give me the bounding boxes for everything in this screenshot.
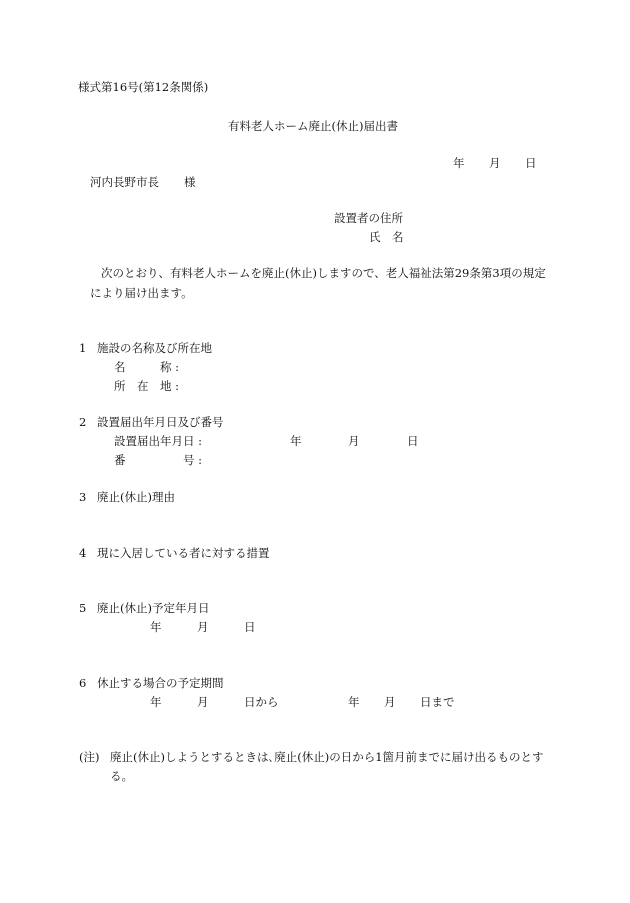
registration-date-label: 設置届出年月日 : [114, 434, 203, 448]
suspension-end-year: 年 [348, 695, 360, 709]
section-5-title: 廃止(休止)予定年月日 [97, 601, 210, 615]
addressee-honorific: 様 [184, 175, 196, 189]
section-2-title: 設置届出年月日及び番号 [97, 415, 224, 429]
registration-month: 月 [348, 434, 360, 448]
applicant-address-label: 設置者の住所 [334, 211, 403, 225]
intro-line-1: 次のとおり、有料老人ホームを廃止(休止)しますので、老人福祉法第29条第3項の規定 [101, 266, 546, 280]
planned-day: 日 [244, 620, 256, 634]
registration-number-label: 番 号 : [114, 453, 203, 467]
facility-location-label: 所 在 地 : [114, 379, 180, 393]
suspension-end-month: 月 [384, 695, 396, 709]
section-6-title: 休止する場合の予定期間 [97, 676, 224, 690]
section-3-title: 廃止(休止)理由 [97, 490, 175, 504]
section-1-number: 1 [79, 341, 87, 355]
applicant-name-label: 氏 名 [369, 230, 404, 244]
section-2-number: 2 [79, 415, 87, 429]
note-line-2: る。 [110, 769, 133, 783]
addressee: 河内長野市長 [90, 175, 159, 189]
registration-day: 日 [407, 434, 419, 448]
section-1-title: 施設の名称及び所在地 [97, 341, 212, 355]
section-4-number: 4 [79, 546, 87, 560]
section-3-number: 3 [79, 490, 87, 504]
suspension-start-month: 月 [197, 695, 209, 709]
date-day: 日 [525, 156, 537, 170]
section-5-number: 5 [79, 601, 87, 615]
date-month: 月 [489, 156, 501, 170]
facility-name-label: 名 称 : [114, 360, 180, 374]
suspension-end-day: 日まで [420, 695, 455, 709]
form-number: 様式第16号(第12条関係) [78, 80, 209, 94]
note-line-1: 廃止(休止)しようとするときは､廃止(休止)の日から1箇月前までに届け出るものとす [110, 750, 544, 764]
planned-month: 月 [197, 620, 209, 634]
section-6-number: 6 [79, 676, 87, 690]
registration-year: 年 [290, 434, 302, 448]
note-label: (注) [79, 750, 100, 764]
date-year: 年 [453, 156, 465, 170]
suspension-start-day: 日から [244, 695, 279, 709]
intro-line-2: により届け出ます。 [90, 286, 193, 300]
section-4-title: 現に入居している者に対する措置 [97, 546, 270, 560]
form-title: 有料老人ホーム廃止(休止)届出書 [228, 119, 398, 133]
suspension-start-year: 年 [150, 695, 162, 709]
planned-year: 年 [150, 620, 162, 634]
